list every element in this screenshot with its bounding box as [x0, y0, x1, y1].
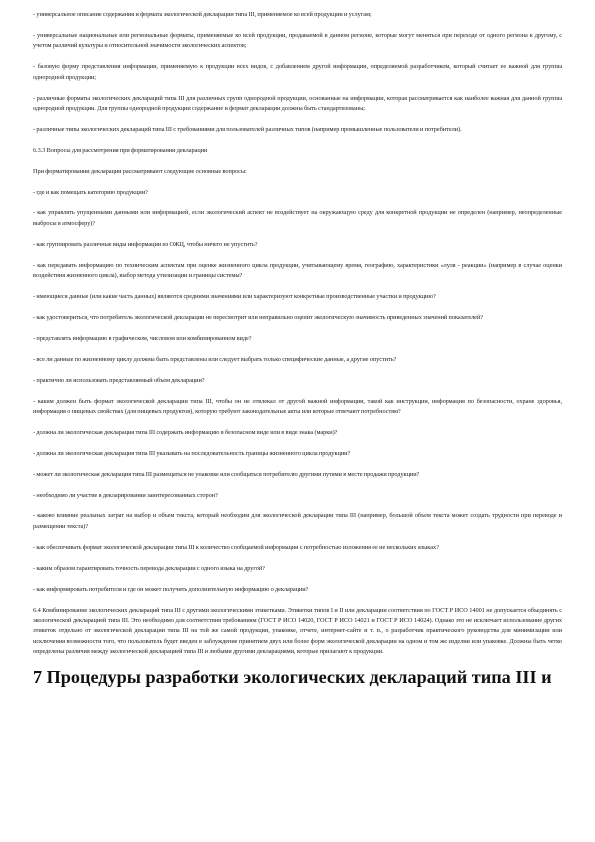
section-paragraph: 6.4 Комбинирование экологических деклараций типа III с другими экологическими этикетками. Этикетки типов I и II или декларации соответствия по ГОСТ Р ИСО 14001 не допускается объединять с экологической декларацией типа III. Это необходимо для соответствия требованиям (ГОСТ Р ИСО 14020, ГОСТ Р ИСО 14021 и ГОСТ Р ИСО 14024). Однако это не исключает использование других этикеток отдельно от экологической декларации типа III на той же самой продукции, упаковке, отчете, интернет-сайте и т. п., о разработчик практического руководства для минимизации или исключения возможности того, что пользователь будет введен в заблуждение принятием двух или более форм экологической декларации на одном и том же изделии или упаковке. Должны быть четко определены различия между экологической декларацией типа III и любыми другими декларациями, которые прилагают к продукции.: [33, 606, 562, 656]
list-item: - необходимо ли участие в декларировании заинтересованных сторон?: [33, 491, 218, 499]
list-item: - все ли данные по жизненному циклу должны быть представлены или следует выбрать только специфические данные, а другие опустить?: [33, 355, 397, 363]
list-item: - представлять информацию в графическом, числовом или комбинированном виде?: [33, 334, 252, 342]
list-item: - должна ли экологическая декларация типа III указывать на последовательность границы жизненного цикла продукции?: [33, 449, 351, 457]
list-item: - где и как помещать категорию продукции?: [33, 188, 148, 196]
list-item: - как группировать различные виды информации из ОЖЦ, чтобы ничего не упустить?: [33, 240, 258, 248]
list-item: - как удостовериться, что потребитель экологической декларации не пересмотрит или неправильно оценит экологическую значимость приведенных значений показателей?: [33, 313, 483, 321]
list-item: - базовую форму представления информации, применяемую к продукции всех видов, с добавлением другой информации, определяемой разработчиком, который считает ее важной для группы однородной продукции;: [33, 63, 562, 81]
list-item: - как передавать информацию по техническим аспектам при оценке жизненного цикла продукции, учитывающему время, географию, характеристики «луля - реакции» (например в случае оценки воздействия жизненного цикла), выбор метода утилизации и границы системы?: [33, 261, 562, 280]
list-item: - должна ли экологическая декларация типа III содержать информацию в безопасном виде или в виде знака (марки)?: [33, 428, 338, 436]
document-body: [33, 10, 562, 688]
list-item: - каково влияние реальных затрат на выбор и объем текста, который необходим для экологической декларации типа III (например, большой объем текста может создать трудности при переводе и размещении текста)?: [33, 512, 562, 530]
list-item: - различные форматы экологических деклараций типа III для различных групп однородной продукции, основанные на информации, которая рассматривается как наиболее важная для данной группы однородной продукции. Для группы однородной продукции содержание и формат декларации должны быть стандартизованы;: [33, 94, 562, 112]
list-item: - универсальные национальные или региональные форматы, применяемые ко всей продукции, продаваемой в данном регионе, которые могут меняться при переходе от одного региона к другому, с учетом различий культуры и относительной значимости экологических аспектов;: [33, 31, 562, 50]
list-item: - каким должен быть формат экологической декларации типа III, чтобы он не отвлекал от другой важной информации, такой как инструкции, информация по безопасности, охране здоровья, информация о пищевых свойствах (для пищевых продуктов), которую требуют законодательные акты или которые отвечают потребностям?: [33, 397, 562, 415]
list-item: - как управлять упущенными данными или информацией, если экологический аспект не воздействует на окружающую среду для конкретной продукции не определен (например, неопределенные выбросы в атмосферу)?: [33, 209, 562, 227]
list-item: - каким образом гарантировать точность перевода декларации с одного языка на другой?: [33, 564, 265, 572]
intro-paragraph: При форматировании декларации рассматривают следующие основные вопросы:: [33, 167, 247, 175]
list-item: - как информировать потребителя и где он может получить дополнительную информацию о декларации?: [33, 585, 309, 593]
section-heading: 6.3.3 Вопросы для рассмотрения при форматировании декларации: [33, 146, 208, 154]
chapter-heading: 7 Процедуры разработки экологических деклараций типа III и: [33, 666, 552, 687]
list-item: - различные типы экологических деклараций типа III с требованиями для пользователей различных типов (например промышленные пользователи и потребители).: [33, 125, 462, 133]
list-item: - практично ли использовать представляемый объем декларации?: [33, 376, 205, 384]
list-item: - как обеспечивать формат экологической декларации типа III к количество сообщаемой информации с потребностью изложения ее не нескольких языках?: [33, 543, 439, 551]
list-item: - универсальное описание содержания и формата экологической декларации типа III, применяемое ко всей продукции и услугам;: [33, 11, 372, 18]
list-item: - может ли экологическая декларация типа III размещаться не упаковке или сообщаться потребителю другими путями в месте продажи продукции?: [33, 470, 420, 478]
list-item: - имеющиеся данные (или какие часть данных) являются средними значениями или характеризуют конкретные производственные участки и продукцию?: [33, 293, 436, 300]
